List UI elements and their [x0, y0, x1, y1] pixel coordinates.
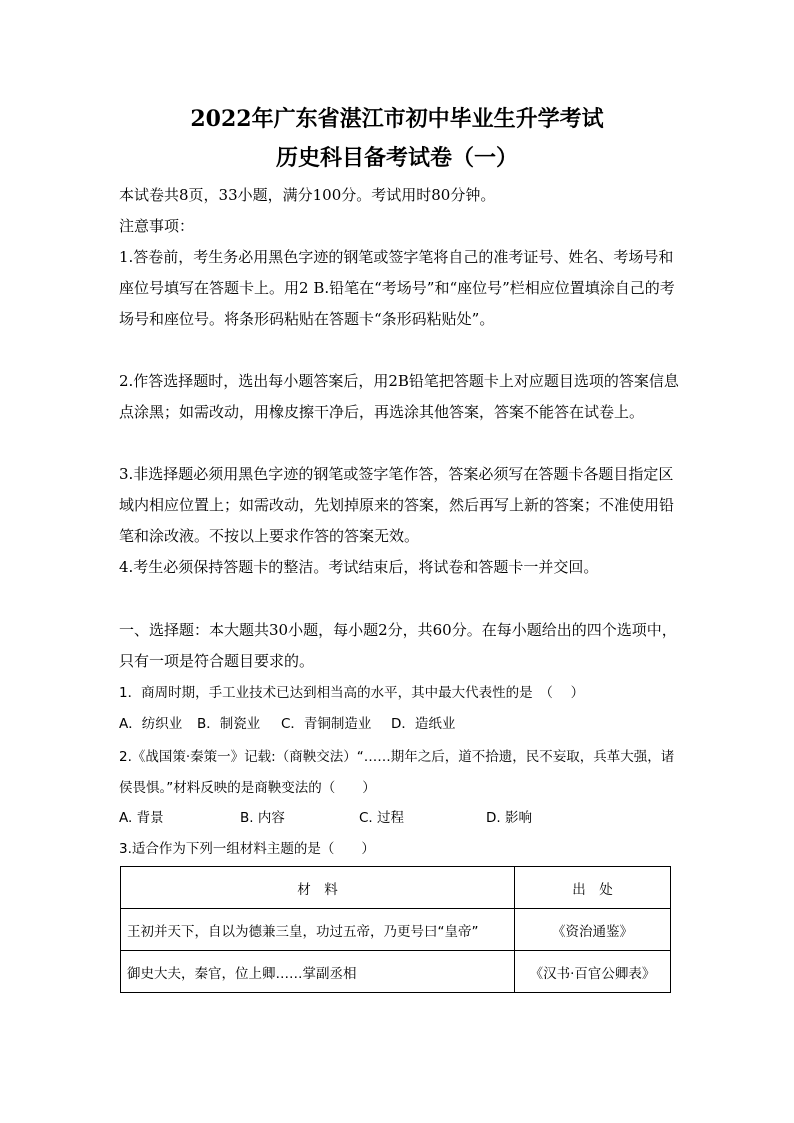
- question-1-option-a: A．纺织业: [119, 716, 183, 732]
- exam-title: 2022年广东省湛江市初中毕业生升学考试: [190, 106, 604, 132]
- table-row: [121, 909, 671, 951]
- table-row: [121, 951, 671, 993]
- instruction-item-1: 1.答卷前，考生务必用黑色字迹的钢笔或签字笔将自己的准考证号、姓名、考场号和座位号填写在答题卡上。用2 B.铅笔在“考场号”和“座位号”栏相应位置填涂自己的考场号和座位号。将条形码粘贴在答题卡“条形码粘贴处”。: [119, 248, 675, 328]
- instruction-item-4: 4.考生必须保持答题卡的整洁。考试结束后，将试卷和答题卡一并交回。: [119, 558, 599, 576]
- notes-heading: 注意事项：: [119, 217, 195, 235]
- table-cell-source: 《资治通鉴》: [515, 909, 671, 951]
- question-2-option-c: C. 过程: [359, 810, 405, 826]
- table-header-source: 出 处: [515, 867, 671, 909]
- question-1-option-c: C．青铜制造业: [281, 716, 372, 732]
- question-2-options: [119, 803, 679, 834]
- question-2-option-d: D. 影响: [486, 810, 532, 826]
- table-cell-material: 王初并天下，自以为德兼三皇，功过五帝，乃更号曰“皇帝”: [121, 909, 515, 951]
- table-cell-source: 《汉书·百官公卿表》: [515, 951, 671, 993]
- question-2-option-b: B. 内容: [240, 810, 285, 826]
- instruction-item-3: 3.非选择题必须用黑色字迹的钢笔或签字笔作答，答案必须写在答题卡各题目指定区域内相应位置上；如需改动，先划掉原来的答案，然后再写上新的答案；不准使用铅笔和涂改液。不按以上要求作答的答案无效。: [119, 465, 675, 545]
- question-2-stem: 2.《战国策·秦策一》记载:（商鞅交法）“……期年之后，道不拾遗，民不妄取，兵革大强，诸侯畏惧。”材料反映的是商鞅变法的（ ）: [119, 749, 675, 796]
- question-1-stem: 1．商周时期，手工业技术已达到相当高的水平，其中最大代表性的是 （ ）: [119, 685, 585, 701]
- table-header-material: 材 料: [121, 867, 515, 909]
- question-3-stem: 3.适合作为下列一组材料主题的是（ ）: [119, 841, 375, 857]
- question-1-option-b: B．制瓷业: [197, 716, 261, 732]
- material-table: [120, 866, 671, 993]
- table-cell-material: 御史大夫，秦官，位上卿……掌副丞相: [121, 951, 515, 993]
- question-1-option-d: D．造纸业: [391, 716, 456, 732]
- question-1-options: [119, 709, 679, 740]
- table-header-row: [121, 867, 671, 909]
- exam-summary: 本试卷共8页，33小题，满分100分。考试用时80分钟。: [119, 186, 496, 204]
- exam-subtitle: 历史科目备考试卷（一）: [275, 145, 518, 171]
- section-heading: 一、选择题：本大题共30小题，每小题2分，共60分。在每小题给出的四个选项中，只有一项是符合题目要求的。: [119, 621, 677, 670]
- question-2-option-a: A. 背景: [119, 810, 164, 826]
- instruction-item-2: 2.作答选择题时，选出每小题答案后，用2B铅笔把答题卡上对应题目选项的答案信息点涂黑；如需改动，用橡皮擦干净后，再选涂其他答案，答案不能答在试卷上。: [119, 372, 679, 421]
